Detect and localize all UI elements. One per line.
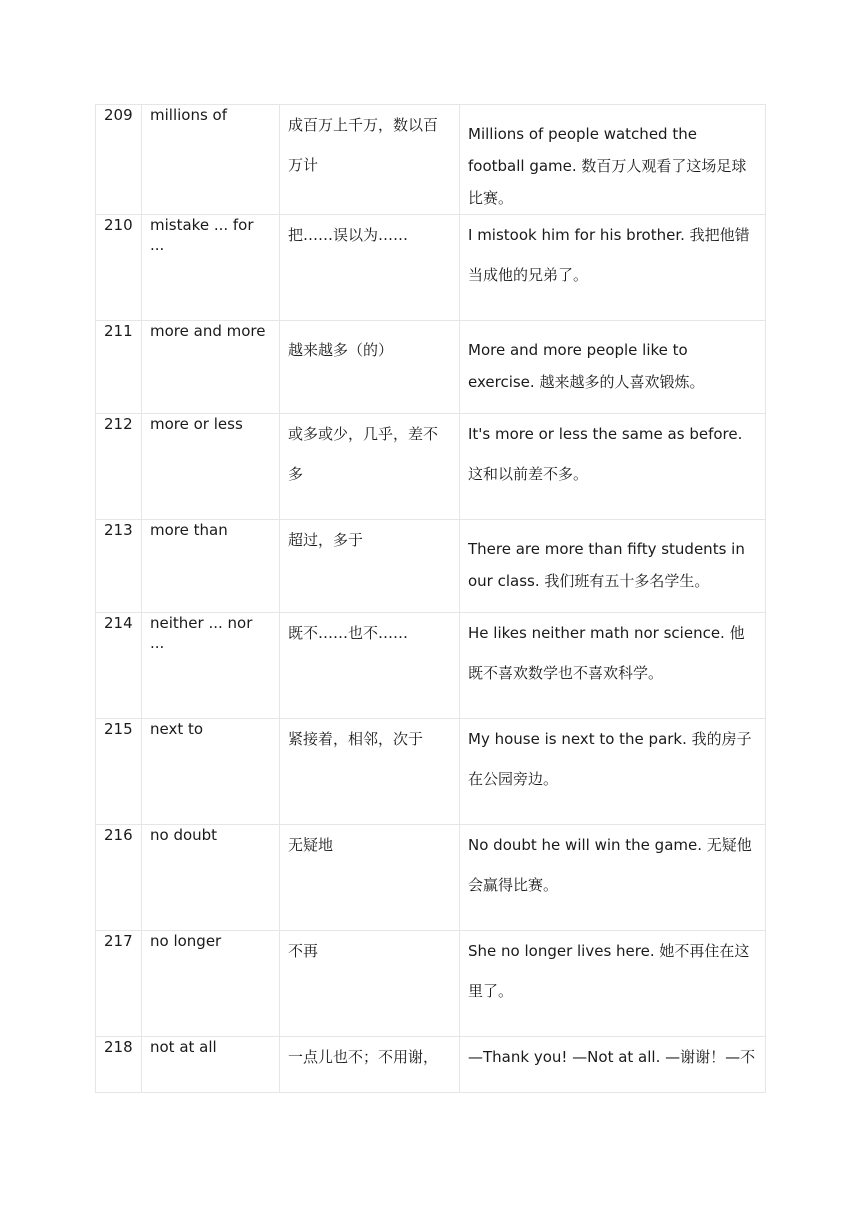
entry-example: My house is next to the park. 我的房子在公园旁边。 — [460, 719, 766, 825]
entry-example: There are more than fifty students in our class. 我们班有五十多名学生。 — [460, 520, 766, 613]
entry-meaning: 越来越多（的） — [280, 321, 460, 414]
entry-phrase: no longer — [142, 931, 280, 1037]
entry-example: It's more or less the same as before. 这和以前差不多。 — [460, 414, 766, 520]
table-row — [96, 613, 766, 719]
table-row — [96, 105, 766, 215]
entry-number: 213 — [96, 520, 142, 613]
entry-meaning: 既不……也不…… — [280, 613, 460, 719]
entry-example: More and more people like to exercise. 越来越多的人喜欢锻炼。 — [460, 321, 766, 414]
table-row — [96, 719, 766, 825]
entry-meaning: 不再 — [280, 931, 460, 1037]
entry-phrase: more and more — [142, 321, 280, 414]
table-row — [96, 931, 766, 1037]
entry-meaning: 一点儿也不；不用谢， — [280, 1037, 460, 1093]
entry-example: He likes neither math nor science. 他既不喜欢数学也不喜欢科学。 — [460, 613, 766, 719]
table-row — [96, 414, 766, 520]
table-row — [96, 825, 766, 931]
entry-phrase: more than — [142, 520, 280, 613]
entry-number: 209 — [96, 105, 142, 215]
entry-number: 216 — [96, 825, 142, 931]
entry-number: 212 — [96, 414, 142, 520]
entry-number: 218 — [96, 1037, 142, 1093]
entry-meaning: 把……误以为…… — [280, 215, 460, 321]
entry-example: No doubt he will win the game. 无疑他会赢得比赛。 — [460, 825, 766, 931]
entry-meaning: 成百万上千万，数以百万计 — [280, 105, 460, 215]
entry-meaning: 超过，多于 — [280, 520, 460, 613]
entry-number: 210 — [96, 215, 142, 321]
entry-example: Millions of people watched the football game. 数百万人观看了这场足球比赛。 — [460, 105, 766, 215]
entry-phrase: not at all — [142, 1037, 280, 1093]
entry-number: 215 — [96, 719, 142, 825]
entry-meaning: 紧接着，相邻，次于 — [280, 719, 460, 825]
entry-phrase: neither ... nor ... — [142, 613, 280, 719]
entry-phrase: mistake ... for ... — [142, 215, 280, 321]
table-row — [96, 520, 766, 613]
entry-example: She no longer lives here. 她不再住在这里了。 — [460, 931, 766, 1037]
entry-number: 211 — [96, 321, 142, 414]
entry-phrase: no doubt — [142, 825, 280, 931]
phrase-table — [95, 104, 766, 1093]
entry-meaning: 无疑地 — [280, 825, 460, 931]
table-row — [96, 215, 766, 321]
entry-example: I mistook him for his brother. 我把他错当成他的兄弟了。 — [460, 215, 766, 321]
entry-phrase: more or less — [142, 414, 280, 520]
entry-meaning: 或多或少，几乎，差不多 — [280, 414, 460, 520]
table-row — [96, 1037, 766, 1093]
entry-number: 217 — [96, 931, 142, 1037]
table-row — [96, 321, 766, 414]
entry-phrase: next to — [142, 719, 280, 825]
entry-number: 214 — [96, 613, 142, 719]
entry-phrase: millions of — [142, 105, 280, 215]
entry-example: —Thank you! —Not at all. —谢谢！—不 — [460, 1037, 766, 1093]
